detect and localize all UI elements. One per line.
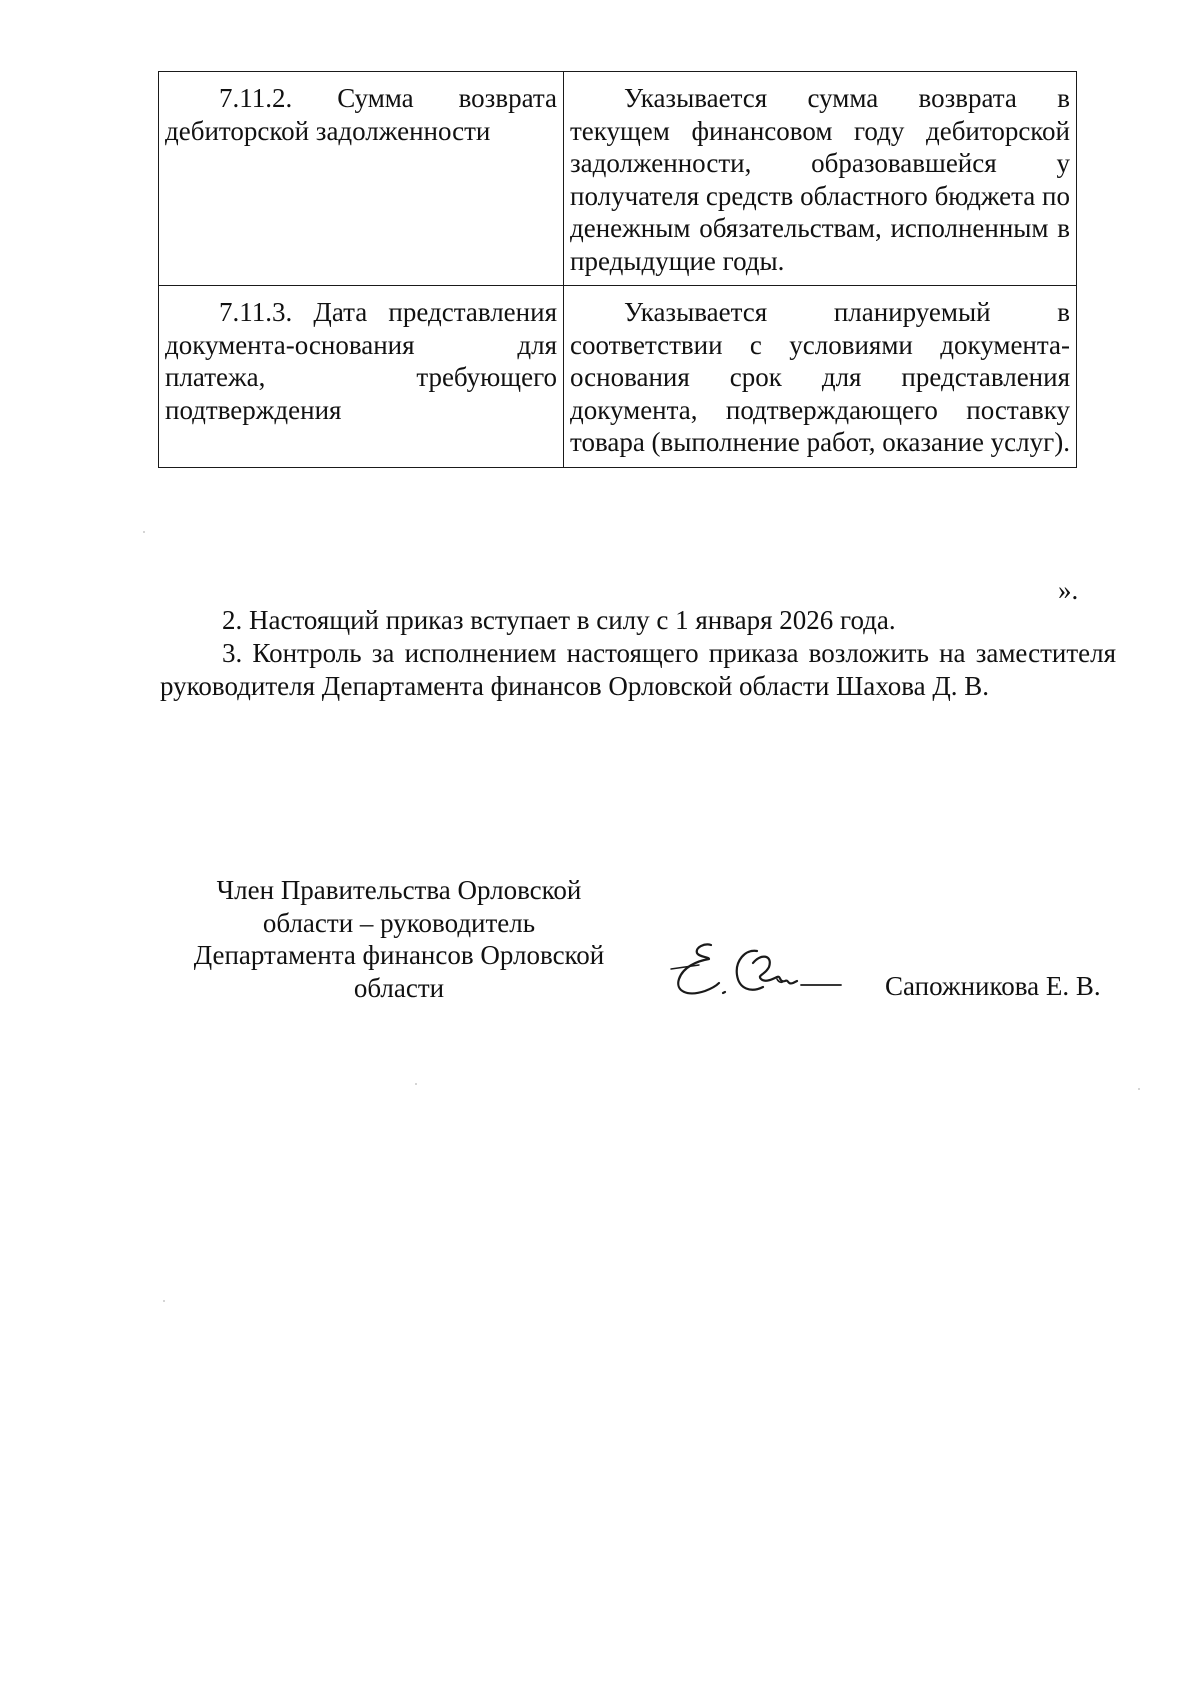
table-row — [159, 286, 1077, 468]
position-line: Департамента финансов Орловской — [193, 940, 605, 970]
scan-speck — [1138, 1088, 1140, 1090]
signer-name: Сапожникова Е. В. — [885, 971, 1101, 1001]
table-cell-label — [159, 286, 564, 468]
definitions-table — [158, 71, 1077, 468]
row-label: 7.11.2. Сумма возврата дебиторской задолженности — [165, 83, 557, 146]
row-description: Указывается планируемый в соответствии с условиями документа-основания срок для представления документа, подтверждающего поставку товара (выполнение работ, оказание услуг). — [570, 297, 1070, 457]
paragraph-item-3: 3. Контроль за исполнением настоящего приказа возложить на заместителя руководителя Департамента финансов Орловской области Шахова Д. В. — [160, 638, 1116, 701]
row-description: Указывается сумма возврата в текущем финансовом году дебиторской задолженности, образовавшейся у получателя средств областного бюджета по денежным обязательствам, исполненным в предыдущие годы. — [570, 83, 1070, 276]
scan-speck — [163, 1300, 165, 1302]
position-line: области — [353, 972, 445, 1003]
scan-speck — [415, 1083, 417, 1085]
row-label: 7.11.3. Дата представления документа-основания для платежа, требующего подтверждения — [165, 297, 557, 425]
paragraph-item-2: 2. Настоящий приказ вступает в силу с 1 января 2026 года. — [222, 605, 896, 635]
table-cell-label — [159, 72, 564, 286]
table-cell-description — [564, 72, 1077, 286]
scan-speck — [143, 531, 145, 533]
position-line: Член Правительства Орловской — [216, 875, 582, 905]
closing-quote: ». — [1058, 575, 1079, 605]
handwritten-signature — [665, 935, 845, 1015]
position-line: области – руководитель — [262, 907, 536, 938]
table-cell-description — [564, 286, 1077, 468]
signer-position — [170, 874, 628, 1004]
table-row — [159, 72, 1077, 286]
